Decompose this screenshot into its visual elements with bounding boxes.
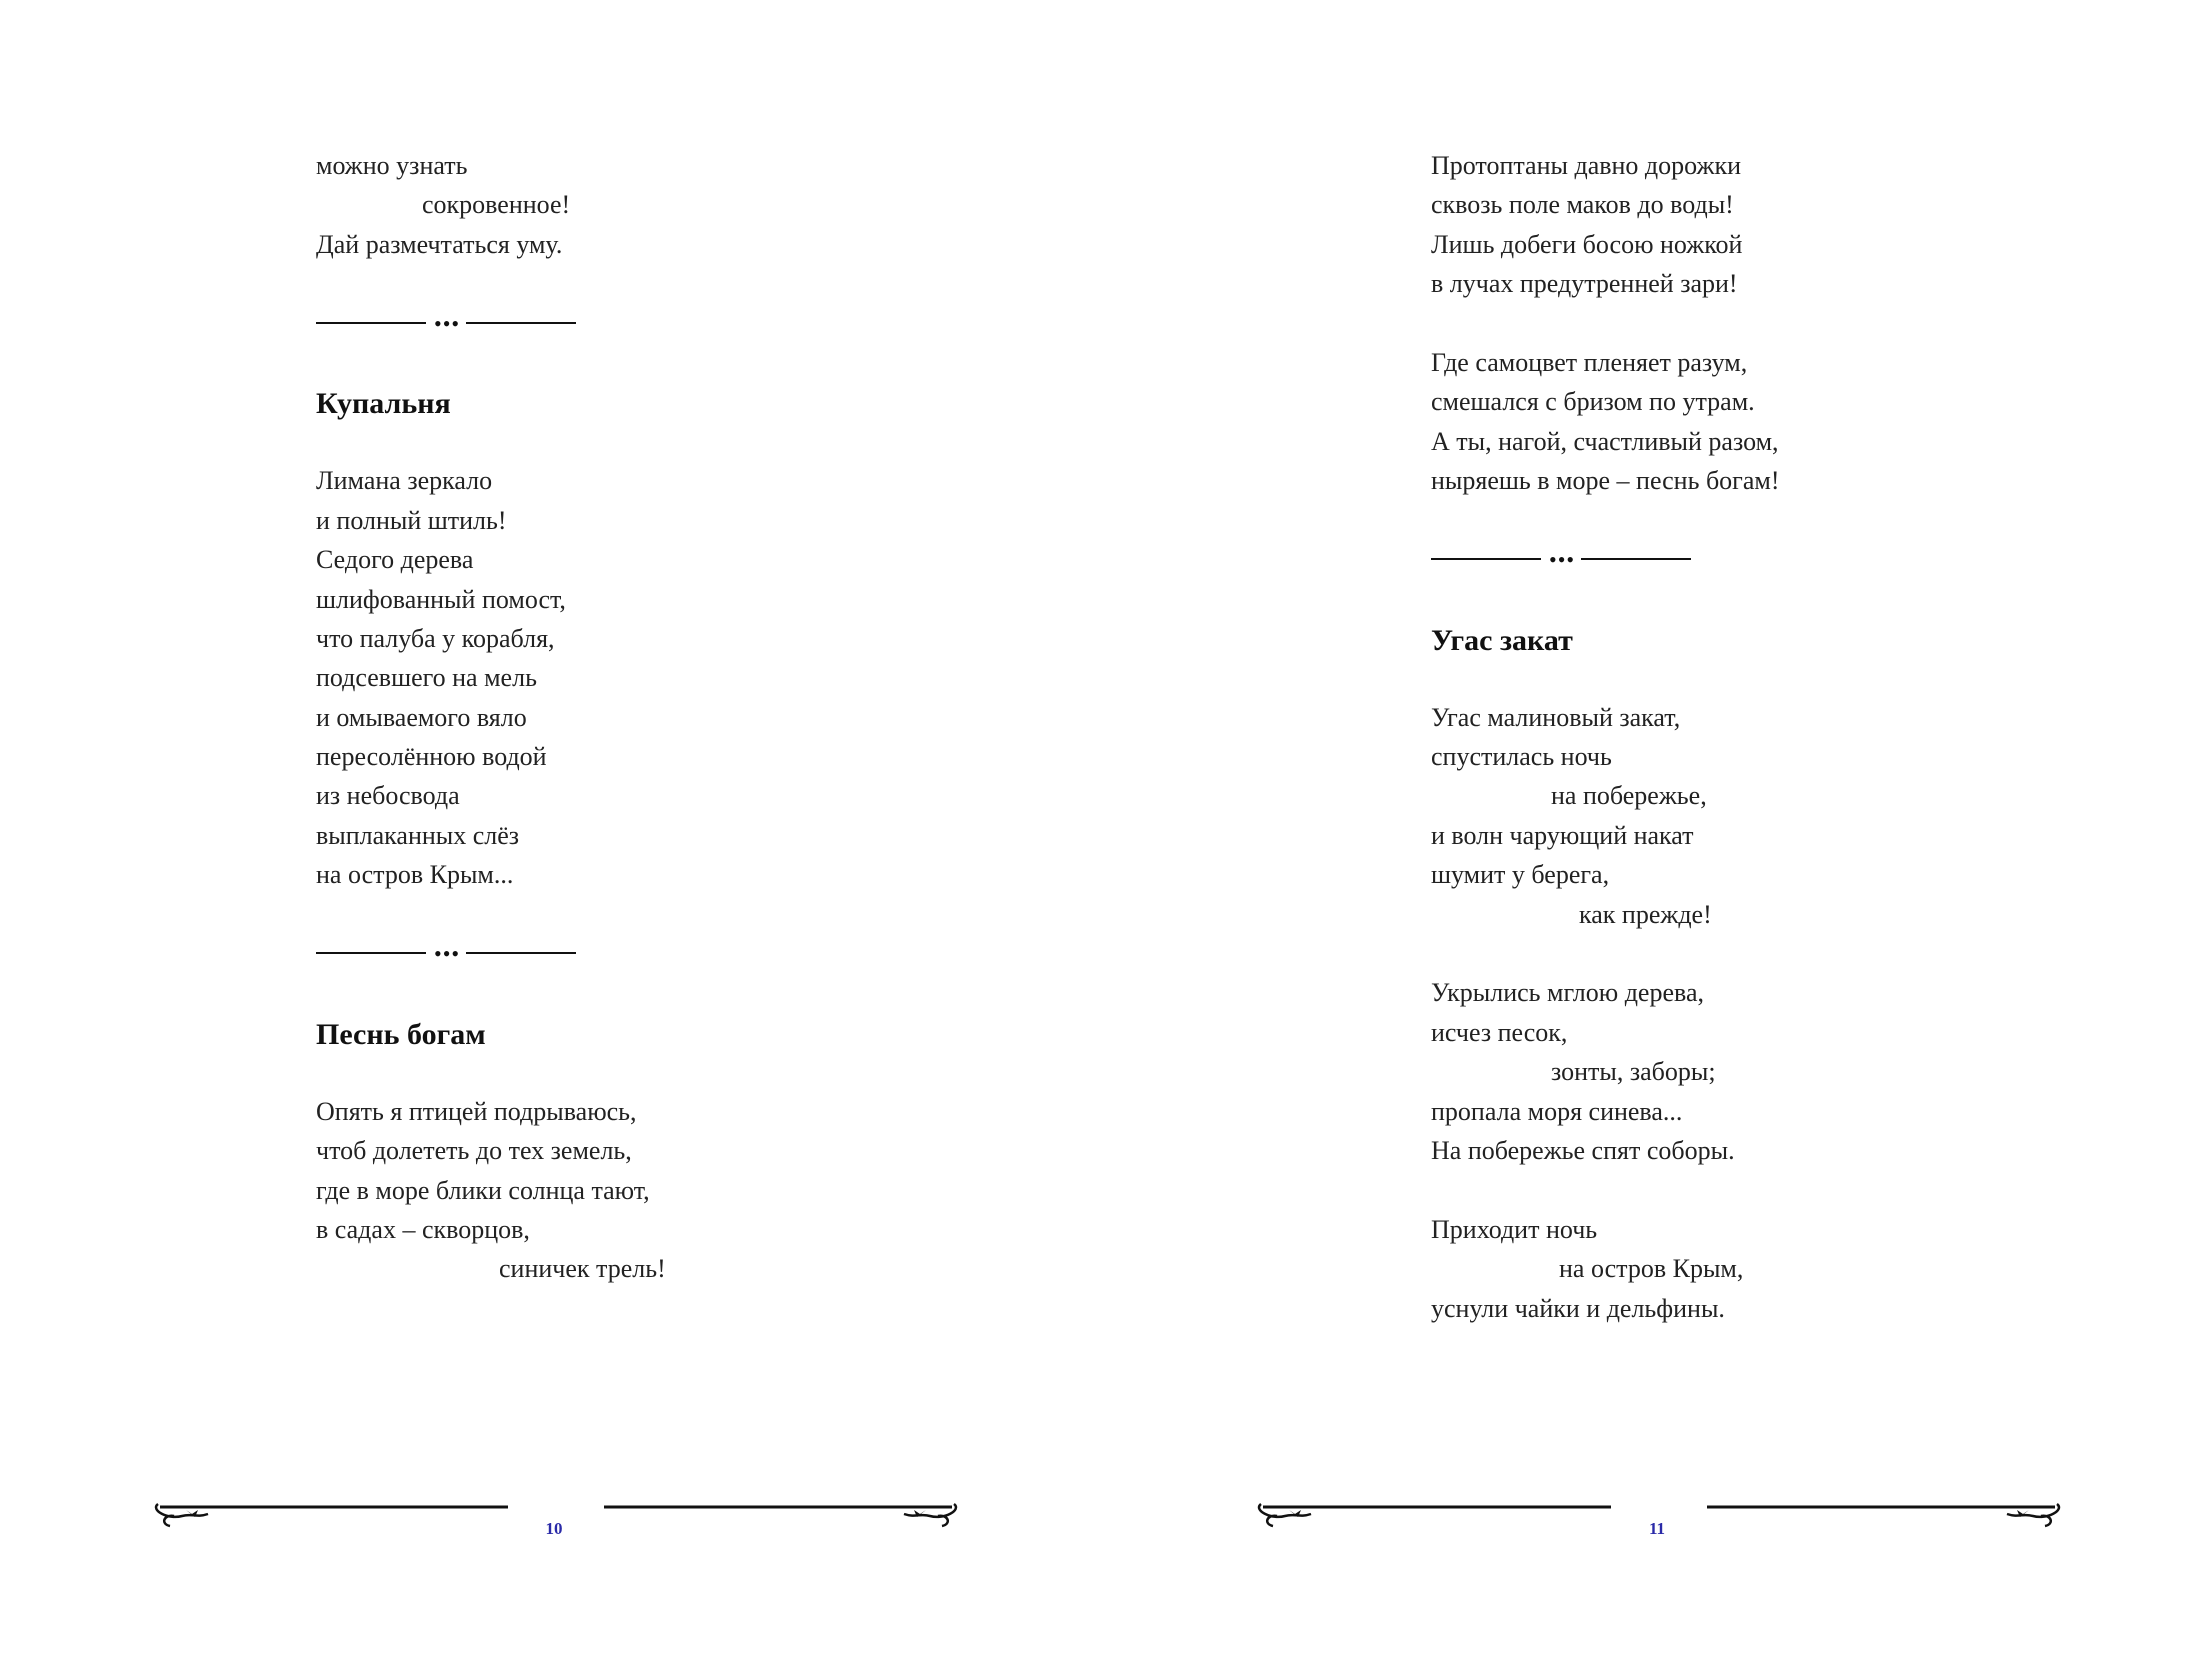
poem-title: Песнь богам xyxy=(316,1017,486,1051)
poem-line: уснули чайки и дельфины. xyxy=(1431,1293,1725,1323)
poem-line: пропала моря синева... xyxy=(1431,1096,1683,1126)
poem-line: Седого дерева xyxy=(316,545,474,575)
poem-line: сквозь поле маков до воды! xyxy=(1431,190,1734,220)
separator-ornament-icon: ••• xyxy=(1549,546,1576,572)
page-number: 11 xyxy=(1648,1519,1666,1538)
poem-line: на остров Крым... xyxy=(316,860,514,890)
separator-ornament-icon: ••• xyxy=(434,310,461,336)
poem-line: исчез песок, xyxy=(1431,1017,1568,1047)
poem-line: Дай размечтаться уму. xyxy=(316,229,563,259)
left-page xyxy=(0,0,1102,1654)
poem-line: Лимана зеркало xyxy=(316,466,493,496)
poem-line: Лишь добеги босою ножкой xyxy=(1431,229,1743,259)
poem-line: и волн чарующий накат xyxy=(1431,820,1694,850)
poem-line: и омываемого вяло xyxy=(316,702,527,732)
separator-ornament-icon: ••• xyxy=(434,941,461,967)
poem-line: где в море блики солнца тают, xyxy=(316,1175,650,1205)
poem-line: подсевшего на мель xyxy=(316,663,537,693)
poem-line: Угас малиновый закат, xyxy=(1431,702,1681,732)
poem-line: в садах – скворцов, xyxy=(316,1214,530,1244)
poem-line: спустилась ночь xyxy=(1431,742,1612,772)
section-separator xyxy=(1431,540,1991,579)
poem-line: синичек трель! xyxy=(499,1254,666,1284)
poem-line: из небосвода xyxy=(316,781,460,811)
poem-title: Купальня xyxy=(316,387,451,421)
poem-line: Протоптаны давно дорожки xyxy=(1431,151,1742,180)
poem-line: Приходит ночь xyxy=(1431,1214,1598,1244)
poem-line: А ты, нагой, счастливый разом, xyxy=(1431,426,1779,456)
section-separator xyxy=(316,304,876,343)
poem-line: На побережье спят соборы. xyxy=(1431,1135,1735,1165)
poem-line: выплаканных слёз xyxy=(316,820,520,850)
poem-line: на остров Крым, xyxy=(1559,1254,1744,1284)
poem-title: Угас закат xyxy=(1431,623,1573,657)
right-text-column xyxy=(1431,146,1991,1328)
poem-line: Укрылись мглою дерева, xyxy=(1431,978,1704,1008)
poem-line: смешался с бризом по утрам. xyxy=(1431,387,1755,417)
poem-line: можно узнать xyxy=(316,151,468,180)
left-text-column xyxy=(316,146,876,1289)
poem-line: пересолённою водой xyxy=(316,742,547,772)
page-number: 10 xyxy=(545,1519,563,1538)
poem-line: Опять я птицей подрываюсь, xyxy=(316,1096,637,1126)
poem-line: и полный штиль! xyxy=(316,505,507,535)
poem-line: Где самоцвет пленяет разум, xyxy=(1431,347,1748,377)
poem-line: на побережье, xyxy=(1551,781,1707,811)
poem-line: как прежде! xyxy=(1579,899,1712,929)
poem-line: чтоб долететь до тех земель, xyxy=(316,1136,632,1166)
poem-line: что палуба у корабля, xyxy=(316,623,555,653)
page-footer xyxy=(0,1492,1102,1542)
page-footer xyxy=(1103,1492,2205,1542)
right-page xyxy=(1103,0,2205,1654)
poem-line: сокровенное! xyxy=(422,190,571,220)
poem-line: зонты, заборы; xyxy=(1551,1057,1716,1087)
poem-line: шумит у берега, xyxy=(1431,860,1610,890)
poem-line: шлифованный помост, xyxy=(316,584,566,614)
poem-line: ныряешь в море – песнь богам! xyxy=(1431,466,1780,496)
poem-line: в лучах предутренней зари! xyxy=(1431,269,1738,299)
section-separator xyxy=(316,934,876,973)
